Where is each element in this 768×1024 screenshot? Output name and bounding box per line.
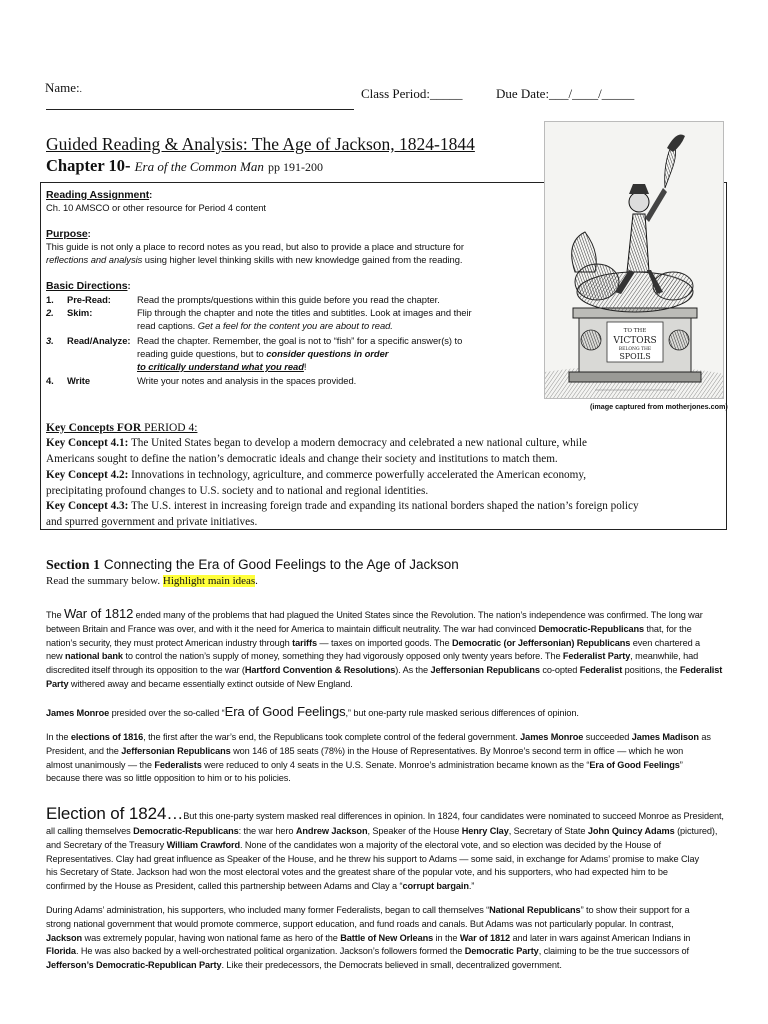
key-concept-4-2: Key Concept 4.2: Innovations in technology, agriculture, and commerce powerfully accelerated the American economy, precipitating profound changes to U.S. society and to national and regional identities.: [46, 469, 587, 497]
chapter-heading: Chapter 10- Era of the Common Man pp 191-200: [46, 156, 324, 175]
direction-key: Read/Analyze:: [67, 335, 131, 346]
due-date-field[interactable]: Due Date:___/____/_____: [496, 86, 635, 101]
paragraph-war-of-1812: The War of 1812 ended many of the problems that had plagued the United States since the Revolution. The nation’s independence was confirmed. The long war between Britain and France was over, and with it the need for America to maintain difficult neutrality. The war had convinced Democratic-Republicans that, for the nation’s security, they must protect American industry through tariffs — taxes on imported goods. The Democratic (or Jeffersonian) Republicans even chartered a new national bank to control the nation’s supply of money, something they had vigorously opposed only twenty years before. The Federalist Party, meanwhile, had discredited itself through its opposition to the war (Hartford Convention & Resolutions). As the Jeffersonian Republicans co-opted Federalist positions, the Federalist Party withered away and became essentially extinct outside of New England.: [46, 606, 723, 689]
purpose-line-1: This guide is not only a place to record notes as you read, but also to provide a place and structure for: [46, 241, 464, 252]
section-1-heading: Section 1 Connecting the Era of Good Feelings to the Age of Jackson: [46, 557, 459, 573]
sign-text-2: VICTORS: [613, 336, 657, 346]
direction-key: Write: [67, 375, 91, 386]
direction-text: Read the prompts/questions within this guide before you read the chapter.: [137, 294, 440, 305]
purpose-line-2: reflections and analysis using higher level thinking skills with new knowledge gained from the reading.: [46, 254, 463, 265]
direction-text: Read the chapter. Remember, the goal is not to “fish” for a specific answer(s) to: [137, 335, 463, 346]
paragraph-election-1824: Election of 1824…But this one-party system masked real differences in opinion. In 1824, four candidates were nominated to succeed Monroe as President, all calling themselves Democratic-Republicans: the war hero Andrew Jackson, Speaker of the House Henry Clay, Secretary of State John Quincy Adams (pictured), and Secretary of the Treasury William Crawford. None of the candidates won a majority of the electoral vote, and so election was decided by the House of Representatives. Clay had great influence as Speaker of the House, and he threw his support to Adams — some said, in exchange for Adams’ promise to make Clay his Secretary of State. Jackson had won the most electoral votes and the greatest share of the popular vote, and his supporters, who had expected him to be confirmed by the House as President, called this partnership between Adams and Clay a “corrupt bargain.”: [46, 804, 724, 892]
direction-text: reading guide questions, but to consider questions in order: [137, 348, 389, 359]
directions-heading: Basic Directions:: [46, 280, 131, 292]
direction-key: Pre-Read:: [67, 294, 111, 305]
key-concepts-heading: Key Concepts FOR PERIOD 4:: [46, 422, 198, 434]
paragraph-elections-1816: In the elections of 1816, the first after the war’s end, the Republicans took complete control of the federal government. James Monroe succeeded James Madison as President, and the Jeffersonian Republicans won 146 of 185 seats (78%) in the House of Representatives. By Monroe’s second term in office — which he won almost unanimously — the Federalists were reduced to only 4 seats in the U.S. Senate. Monroe’s administration became known as the “Era of Good Feelings” because there was so little opposition to him or to his policies.: [46, 732, 711, 784]
cartoon-illustration: [545, 122, 724, 399]
direction-text: to critically understand what you read!: [137, 361, 307, 372]
image-caption: (image captured from motherjones.com): [590, 402, 728, 411]
key-concept-4-3: Key Concept 4.3: The U.S. interest in increasing foreign trade and expanding its national borders shaped the nation’s foreign policy and spurred government and private initiatives.: [46, 500, 639, 528]
reading-assignment-text: Ch. 10 AMSCO or other resource for Period 4 content: [46, 202, 266, 213]
class-period-field[interactable]: Class Period:_____: [361, 86, 463, 101]
direction-text: read captions. Get a feel for the content you are about to read.: [137, 320, 393, 331]
page-title: Guided Reading & Analysis: The Age of Jackson, 1824-1844: [46, 134, 475, 154]
sign-text-4: SPOILS: [619, 352, 651, 361]
direction-number: 1.: [46, 294, 54, 305]
direction-number: 4.: [46, 375, 54, 386]
political-cartoon-image: [544, 121, 724, 399]
paragraph-adams-administration: During Adams’ administration, his supporters, who included many former Federalists, began to call themselves “National Republicans” to show their support for a strong national government that would promote commerce, support education, and fund roads and canals. But Adams was not particularly popular. In contrast, Jackson was extremely popular, having won national fame as hero of the Battle of New Orleans in the War of 1812 and later in wars against American Indians in Florida. He was also backed by a well-orchestrated political organization. Jackson’s followers formed the Democratic Party, claiming to be the true successors of Jefferson’s Democratic-Republican Party. Like their predecessors, the Democrats believed in small, decentralized government.: [46, 905, 691, 971]
name-label: Name:.: [45, 80, 82, 95]
purpose-heading: Purpose:: [46, 228, 91, 240]
reading-assignment-heading: Reading Assignment:: [46, 189, 153, 201]
direction-number: 2.: [46, 307, 54, 318]
directions-list: [46, 293, 506, 393]
key-concept-4-1: Key Concept 4.1: The United States began to develop a modern democracy and celebrated a new national culture, while Americans sought to define the nation’s democratic ideals and change their society and institutions to match them.: [46, 437, 587, 465]
sign-text-1: TO THE: [623, 328, 647, 334]
section-1-instruction: Read the summary below. Highlight main ideas.: [46, 575, 258, 587]
direction-text: Flip through the chapter and note the titles and subtitles. Look at images and their: [137, 307, 472, 318]
direction-number: 3.: [46, 335, 54, 346]
name-field[interactable]: [46, 109, 354, 110]
sign-text-3: BELONG THE: [618, 347, 652, 352]
direction-key: Skim:: [67, 307, 93, 318]
direction-text: Write your notes and analysis in the spaces provided.: [137, 375, 357, 386]
paragraph-monroe: James Monroe presided over the so-called “Era of Good Feelings,” but one-party rule masked serious differences of opinion.: [46, 704, 579, 719]
